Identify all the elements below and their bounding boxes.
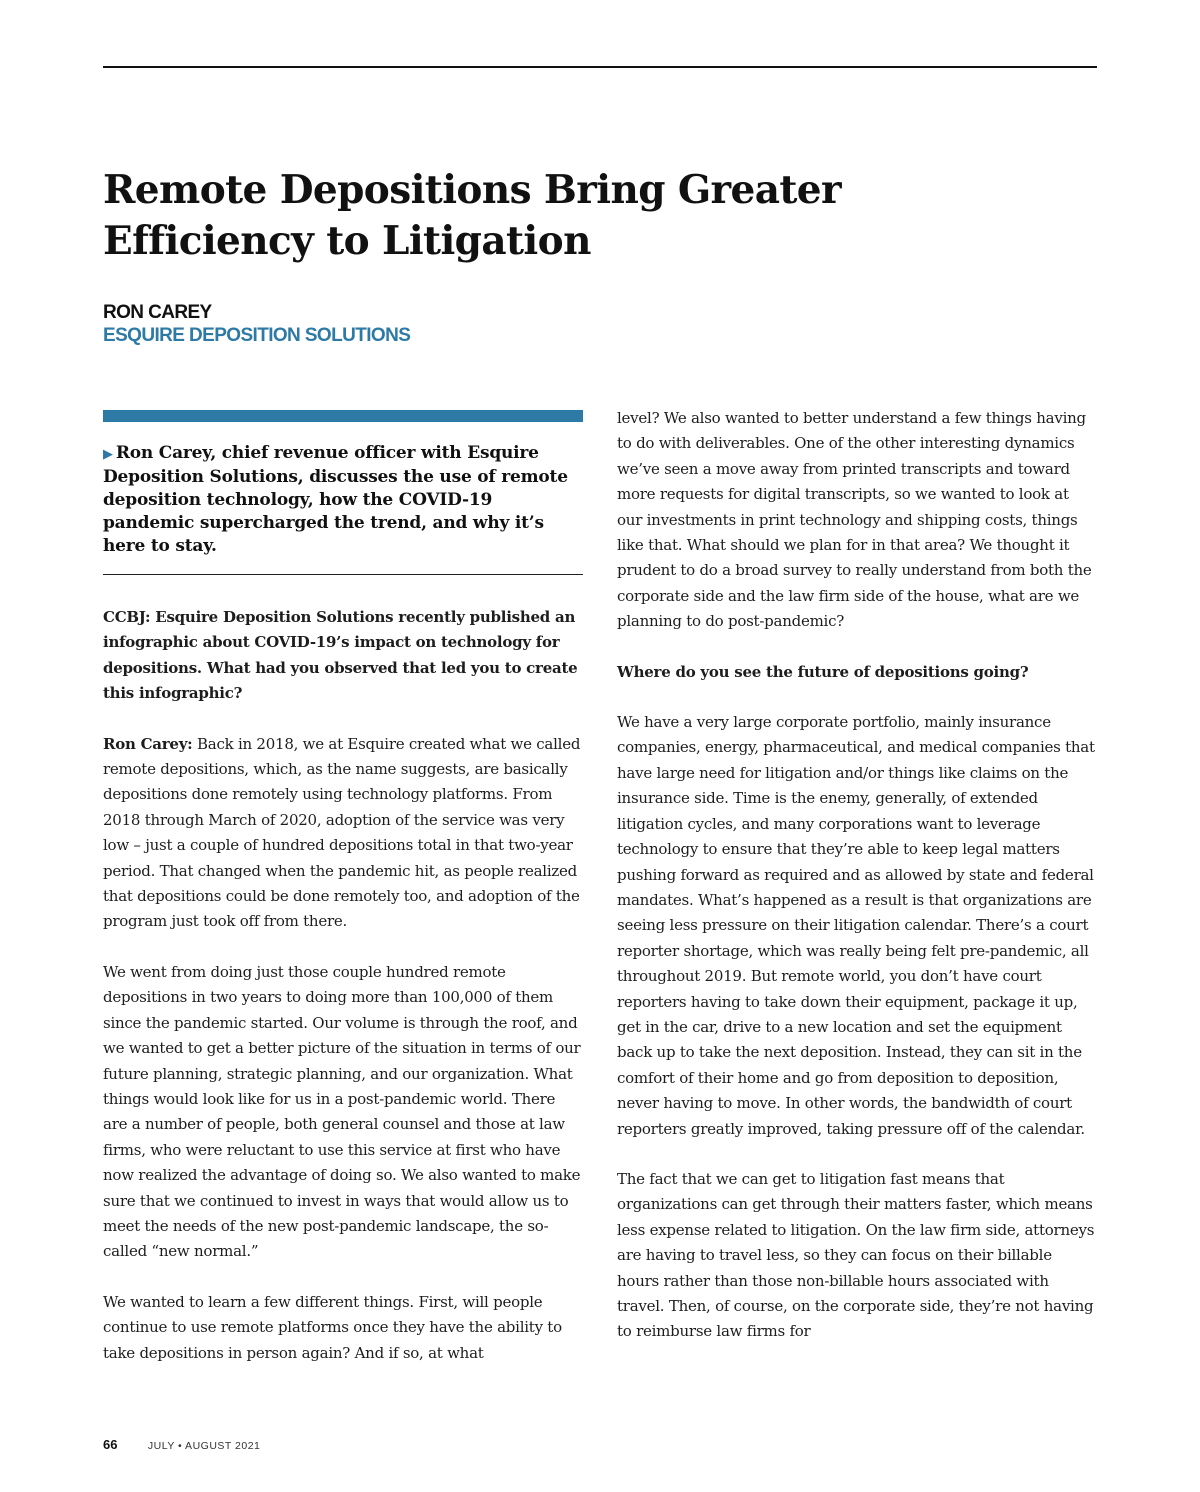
section-divider xyxy=(103,574,583,575)
article-title: Remote Depositions Bring Greater Efficiency to Litigation xyxy=(103,167,841,264)
question-1: CCBJ: Esquire Deposition Solutions recently published an infographic about COVID-19’s impact on technology for depositions. What had you observed that led you to create this infographic? xyxy=(103,608,578,703)
question-2: Where do you see the future of depositions going? xyxy=(617,662,1029,681)
accent-bar xyxy=(103,410,583,422)
byline xyxy=(103,301,410,347)
author-name: RON CAREY xyxy=(103,302,212,323)
speaker-label: Ron Carey: xyxy=(103,734,193,753)
lead-summary xyxy=(103,442,583,558)
answer-1-paragraph-3-continued: level? We also wanted to better understand a few things having to do with deliverables. One of the other interesting dynamics we’ve seen a move away from printed transcripts and toward more requests for digital transcripts, so we wanted to look at our investments in print technology and shipping costs, things like that. What should we plan for in that area? We thought it prudent to do a broad survey to really understand from both the corporate side and the law firm side of the house, what are we planning to do post-pandemic? xyxy=(617,409,1092,631)
answer-1-paragraph-1 xyxy=(103,732,583,935)
issue-date: JULY • AUGUST 2021 xyxy=(147,1440,261,1452)
page-footer xyxy=(103,1436,260,1454)
page-number: 66 xyxy=(103,1437,118,1452)
top-rule xyxy=(103,66,1097,68)
answer-1-paragraph-3: We wanted to learn a few different things. First, will people continue to use remote platforms once they have the ability to take depositions in person again? And if so, at what xyxy=(103,1292,562,1362)
lead-text: Ron Carey, chief revenue officer with Esquire Deposition Solutions, discusses the use of remote deposition technology, how the COVID-19 pandemic supercharged the trend, and why it’s here to stay. xyxy=(103,443,568,556)
right-column xyxy=(617,406,1097,1370)
triangle-right-icon: ▶ xyxy=(103,447,113,462)
answer-1-text: Back in 2018, we at Esquire created what we called remote depositions, which, as the name suggests, are basically depositions done remotely using technology platforms. From 2018 through March of 2020, adoption of the service was very low – just a couple of hundred depositions total in that two-year period. That changed when the pandemic hit, as people realized that depositions could be done remotely too, and adoption of the program just took off from there. xyxy=(103,734,581,931)
author-organization: ESQUIRE DEPOSITION SOLUTIONS xyxy=(103,325,411,346)
answer-1-paragraph-2: We went from doing just those couple hundred remote depositions in two years to doing more than 100,000 of them since the pandemic started. Our volume is through the roof, and we wanted to get a better picture of the situation in terms of our future planning, strategic planning, and our organization. What things would look like for us in a post-pandemic world. There are a number of people, both general counsel and those at law firms, who were reluctant to use this service at first who have now realized the advantage of doing so. We also wanted to make sure that we continued to invest in ways that would allow us to meet the needs of the new post-pandemic landscape, the so-called “new normal.” xyxy=(103,962,581,1261)
answer-2-paragraph-1: We have a very large corporate portfolio, mainly insurance companies, energy, pharmaceutical, and medical companies that have large need for litigation and/or things like claims on the insurance side. Time is the enemy, generally, of extended litigation cycles, and many corporations want to leverage technology to ensure that they’re able to keep legal matters pushing forward as required and as allowed by state and federal mandates. What’s happened as a result is that organizations are seeing less pressure on their litigation calendar. There’s a court reporter shortage, which was really being felt pre-pandemic, all throughout 2019. But remote world, you don’t have court reporters having to take down their equipment, package it up, get in the car, drive to a new location and set the equipment back up to take the next deposition. Instead, they can sit in the comfort of their home and go from deposition to deposition, never having to move. In other words, the bandwidth of court reporters greatly improved, taking pressure off of the calendar. xyxy=(617,713,1095,1138)
answer-2-paragraph-2: The fact that we can get to litigation fast means that organizations can get through their matters faster, which means less expense related to litigation. On the law firm side, attorneys are having to travel less, so they can focus on their billable hours rather than those non-billable hours associated with travel. Then, of course, on the corporate side, they’re not having to reimburse law firms for xyxy=(617,1169,1095,1341)
left-column xyxy=(103,410,583,1391)
